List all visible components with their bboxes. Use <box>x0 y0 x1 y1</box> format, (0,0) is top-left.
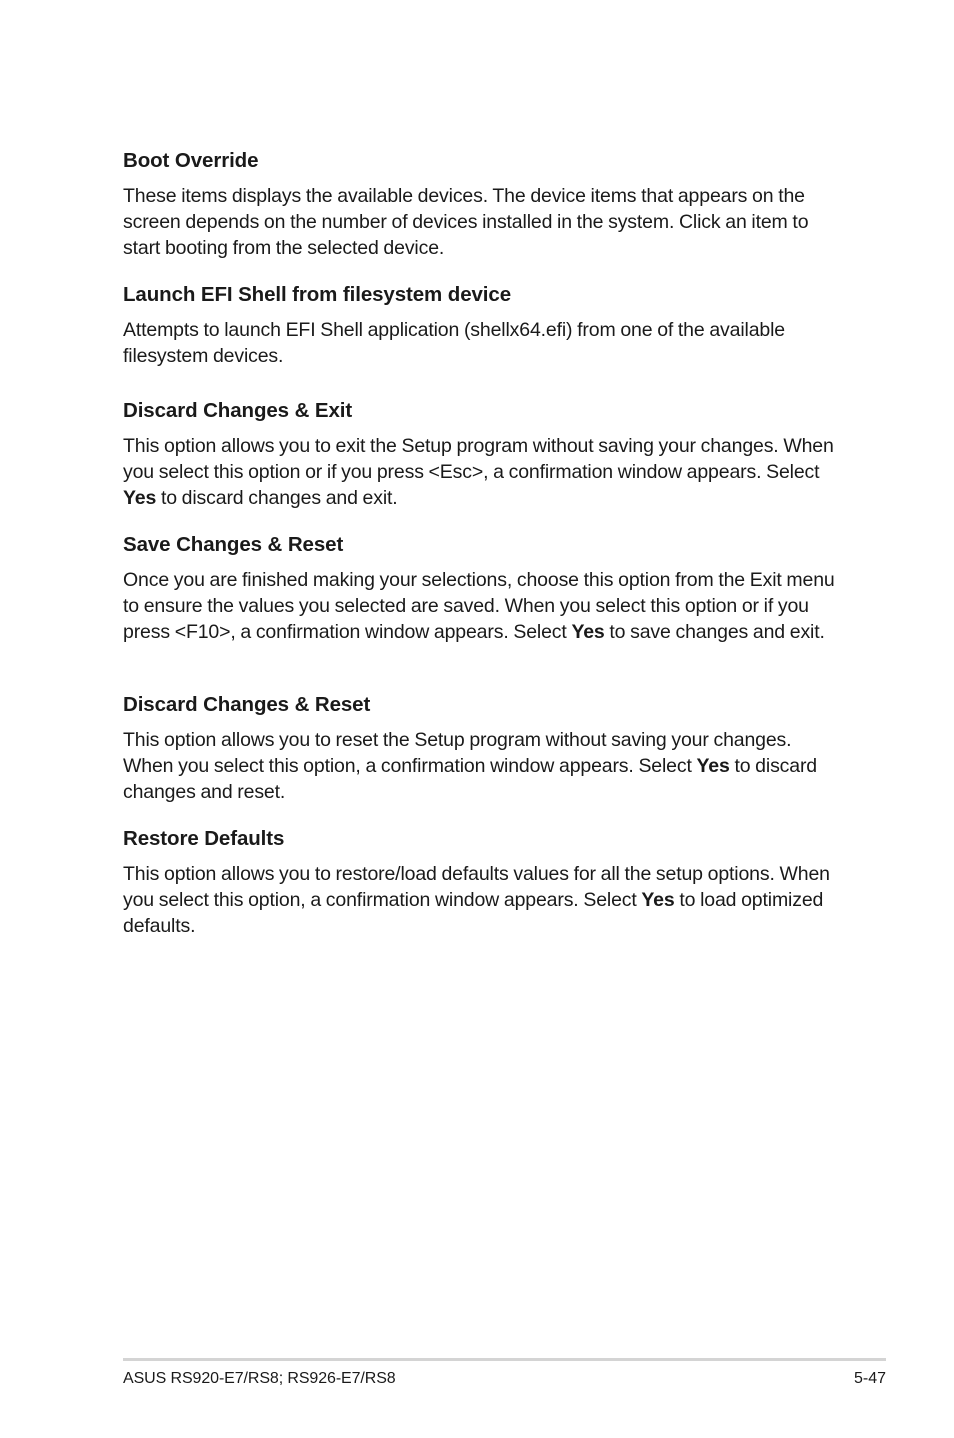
yes-emphasis: Yes <box>571 621 605 643</box>
body-text: This option allows you to reset the Setup program without saving your changes. When you select this option, a confirmation window appears. Select <box>123 729 792 777</box>
section-heading: Discard Changes & Exit <box>123 399 353 422</box>
section-body <box>123 861 843 939</box>
yes-emphasis: Yes <box>696 755 730 777</box>
body-text: This option allows you to restore/load defaults values for all the setup options. When you select this option, a confirmation window appears. Select <box>123 863 830 911</box>
footer-page-number: 5-47 <box>853 1370 886 1387</box>
body-text: Once you are finished making your selections, choose this option from the Exit menu to ensure the values you selected are saved. When you select this option or if you press <F10>, a confirmation window appears. Select <box>123 569 835 643</box>
section-heading: Restore Defaults <box>123 827 285 850</box>
yes-emphasis: Yes <box>641 889 675 911</box>
body-text: to discard changes and exit. <box>156 487 398 509</box>
body-text: This option allows you to exit the Setup program without saving your changes. When you select this option or if you press <Esc>, a confirmation window appears. Select <box>123 435 834 483</box>
body-text: to discard changes and reset. <box>123 755 817 803</box>
section-save-changes-reset <box>123 532 843 645</box>
section-body <box>123 727 843 805</box>
section-restore-defaults <box>123 826 843 939</box>
section-heading: Discard Changes & Reset <box>123 693 371 716</box>
body-text: to save changes and exit. <box>604 621 825 643</box>
yes-emphasis: Yes <box>123 487 157 509</box>
body-text: to load optimized defaults. <box>123 889 824 937</box>
section-heading: Launch EFI Shell from filesystem device <box>123 283 512 306</box>
section-body: Attempts to launch EFI Shell application (shellx64.efi) from one of the available filesystem devices. <box>123 319 785 367</box>
section-body: These items displays the available devices. The device items that appears on the screen depends on the number of devices installed in the system. Click an item to start booting from the selected device. <box>123 185 809 259</box>
section-heading: Boot Override <box>123 149 259 172</box>
footer-model: ASUS RS920-E7/RS8; RS926-E7/RS8 <box>123 1370 396 1387</box>
section-body <box>123 567 843 645</box>
footer-divider <box>123 1358 886 1361</box>
section-body <box>123 433 843 511</box>
section-launch-efi-shell <box>123 282 843 369</box>
section-discard-changes-reset <box>123 692 843 805</box>
section-heading: Save Changes & Reset <box>123 533 344 556</box>
section-discard-changes-exit <box>123 398 843 511</box>
section-boot-override <box>123 148 843 261</box>
